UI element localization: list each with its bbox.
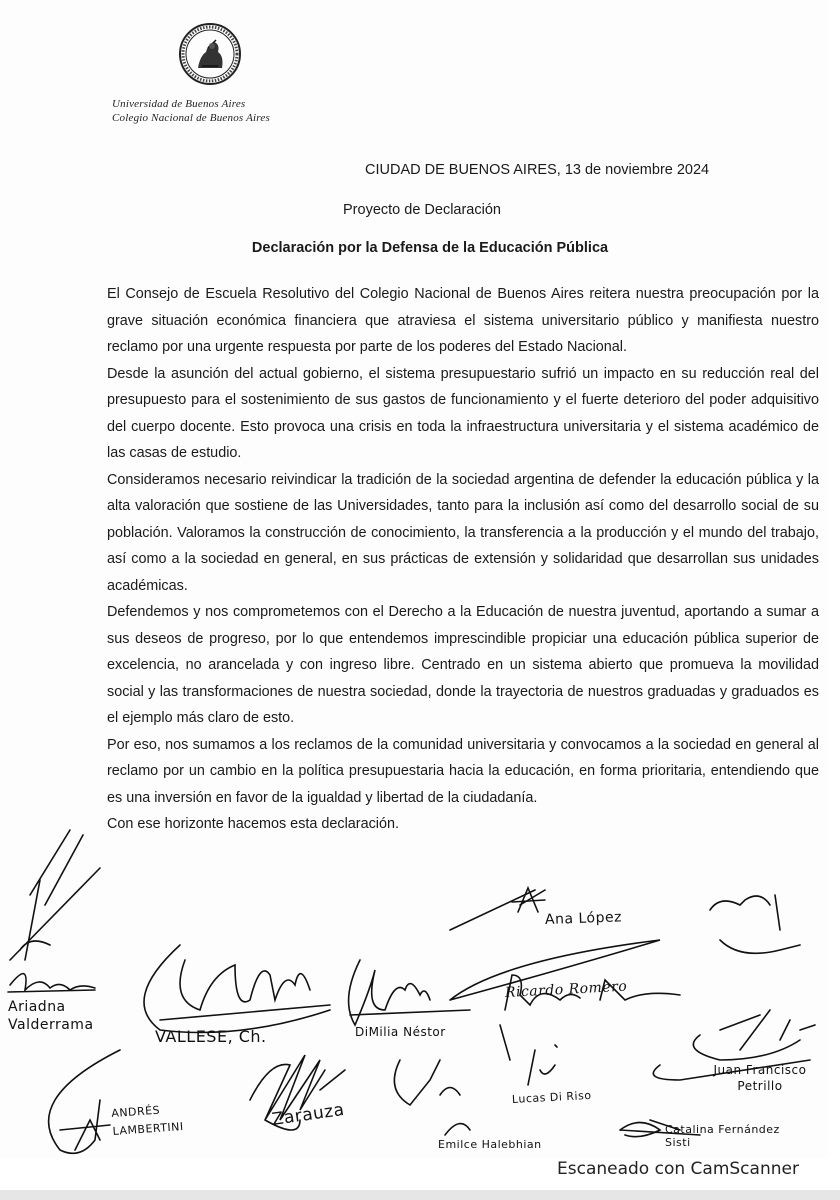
signature-name: Catalina Fernández Sisti — [665, 1123, 780, 1149]
paragraph: Defendemos y nos comprometemos con el Derecho a la Educación de nuestra juventud, aportando a sumar a sus deseos de progreso, por lo que entendemos imprescindible propiciar una educación pública superior de excelencia, no arancelada y con ingreso libre. Centrado en un sistema abierto que promueva la movilidad social y las transformaciones de nuestra sociedad, donde la trayectoria de nuestros graduadas y graduados es el ejemplo más claro de esto. — [107, 604, 819, 726]
signature-name: Ana López — [544, 909, 623, 928]
university-seal-icon — [178, 22, 242, 86]
signature-name: Lucas Di Riso — [511, 1088, 592, 1106]
signature-name: DiMilia Néstor — [355, 1025, 446, 1039]
document-title: Declaración por la Defensa de la Educación Pública — [251, 240, 609, 256]
signature-name: Ricardo Romero — [504, 978, 628, 1001]
bottom-band — [0, 1190, 840, 1200]
paragraph: El Consejo de Escuela Resolutivo del Colegio Nacional de Buenos Aires reitera nuestra preocupación por la grave situación económica financiera que atraviesa el sistema universitario público y manifiesta nuestro reclamo por una urgente respuesta por parte de los poderes del Estado Nacional. — [107, 286, 819, 355]
signature-name: ANDRÉS LAMBERTINI — [110, 1103, 185, 1138]
signature-name: Zarauza — [270, 1099, 346, 1130]
camscanner-watermark: Escaneado con CamScanner — [557, 1159, 799, 1179]
signature-name: Emilce Halebhian — [438, 1138, 542, 1151]
signature-name: Juan Francisco Petrillo — [713, 1063, 807, 1093]
document-type: Proyecto de Declaración — [343, 202, 501, 218]
signature-name: Ariadna Valderrama — [8, 999, 94, 1033]
paragraph: Con ese horizonte hacemos esta declaración. — [107, 816, 399, 832]
dateline: CIUDAD DE BUENOS AIRES, 13 de noviembre 2024 — [365, 162, 710, 178]
document-body — [107, 281, 819, 838]
paragraph: Consideramos necesario reivindicar la tradición de la sociedad argentina de defender la educación pública y la alta valoración que sostiene de las Universidades, tanto para la inclusión así como del desarrollo social de su población. Valoramos la construcción de conocimiento, la transferencia a la producción y el mundo del trabajo, así como a la sociedad en general, en sus prácticas de extensión y solidaridad que desarrollan sus unidades académicas. — [107, 471, 819, 594]
paragraph: Desde la asunción del actual gobierno, el sistema presupuestario sufrió un impacto en su reducción real del presupuesto para el sostenimiento de sus gastos de funcionamiento y el fuerte deterioro del poder adquisitivo del cuerpo docente. Esto provoca una crisis en toda la infraestructura universitaria y el sistema académico de las casas de estudio. — [107, 365, 819, 461]
paragraph: Por eso, nos sumamos a los reclamos de la comunidad universitaria y convocamos a la sociedad en general al reclamo por un cambio en la política presupuestaria hacia la educación, en forma prioritaria, entendiendo que es una inversión en favor de la igualdad y libertad de la ciudadanía. — [107, 736, 819, 806]
signature-name: VALLESE, Ch. — [155, 1027, 267, 1046]
letterhead-university: Universidad de Buenos Aires — [112, 98, 246, 110]
letterhead-school: Colegio Nacional de Buenos Aires — [112, 112, 270, 124]
